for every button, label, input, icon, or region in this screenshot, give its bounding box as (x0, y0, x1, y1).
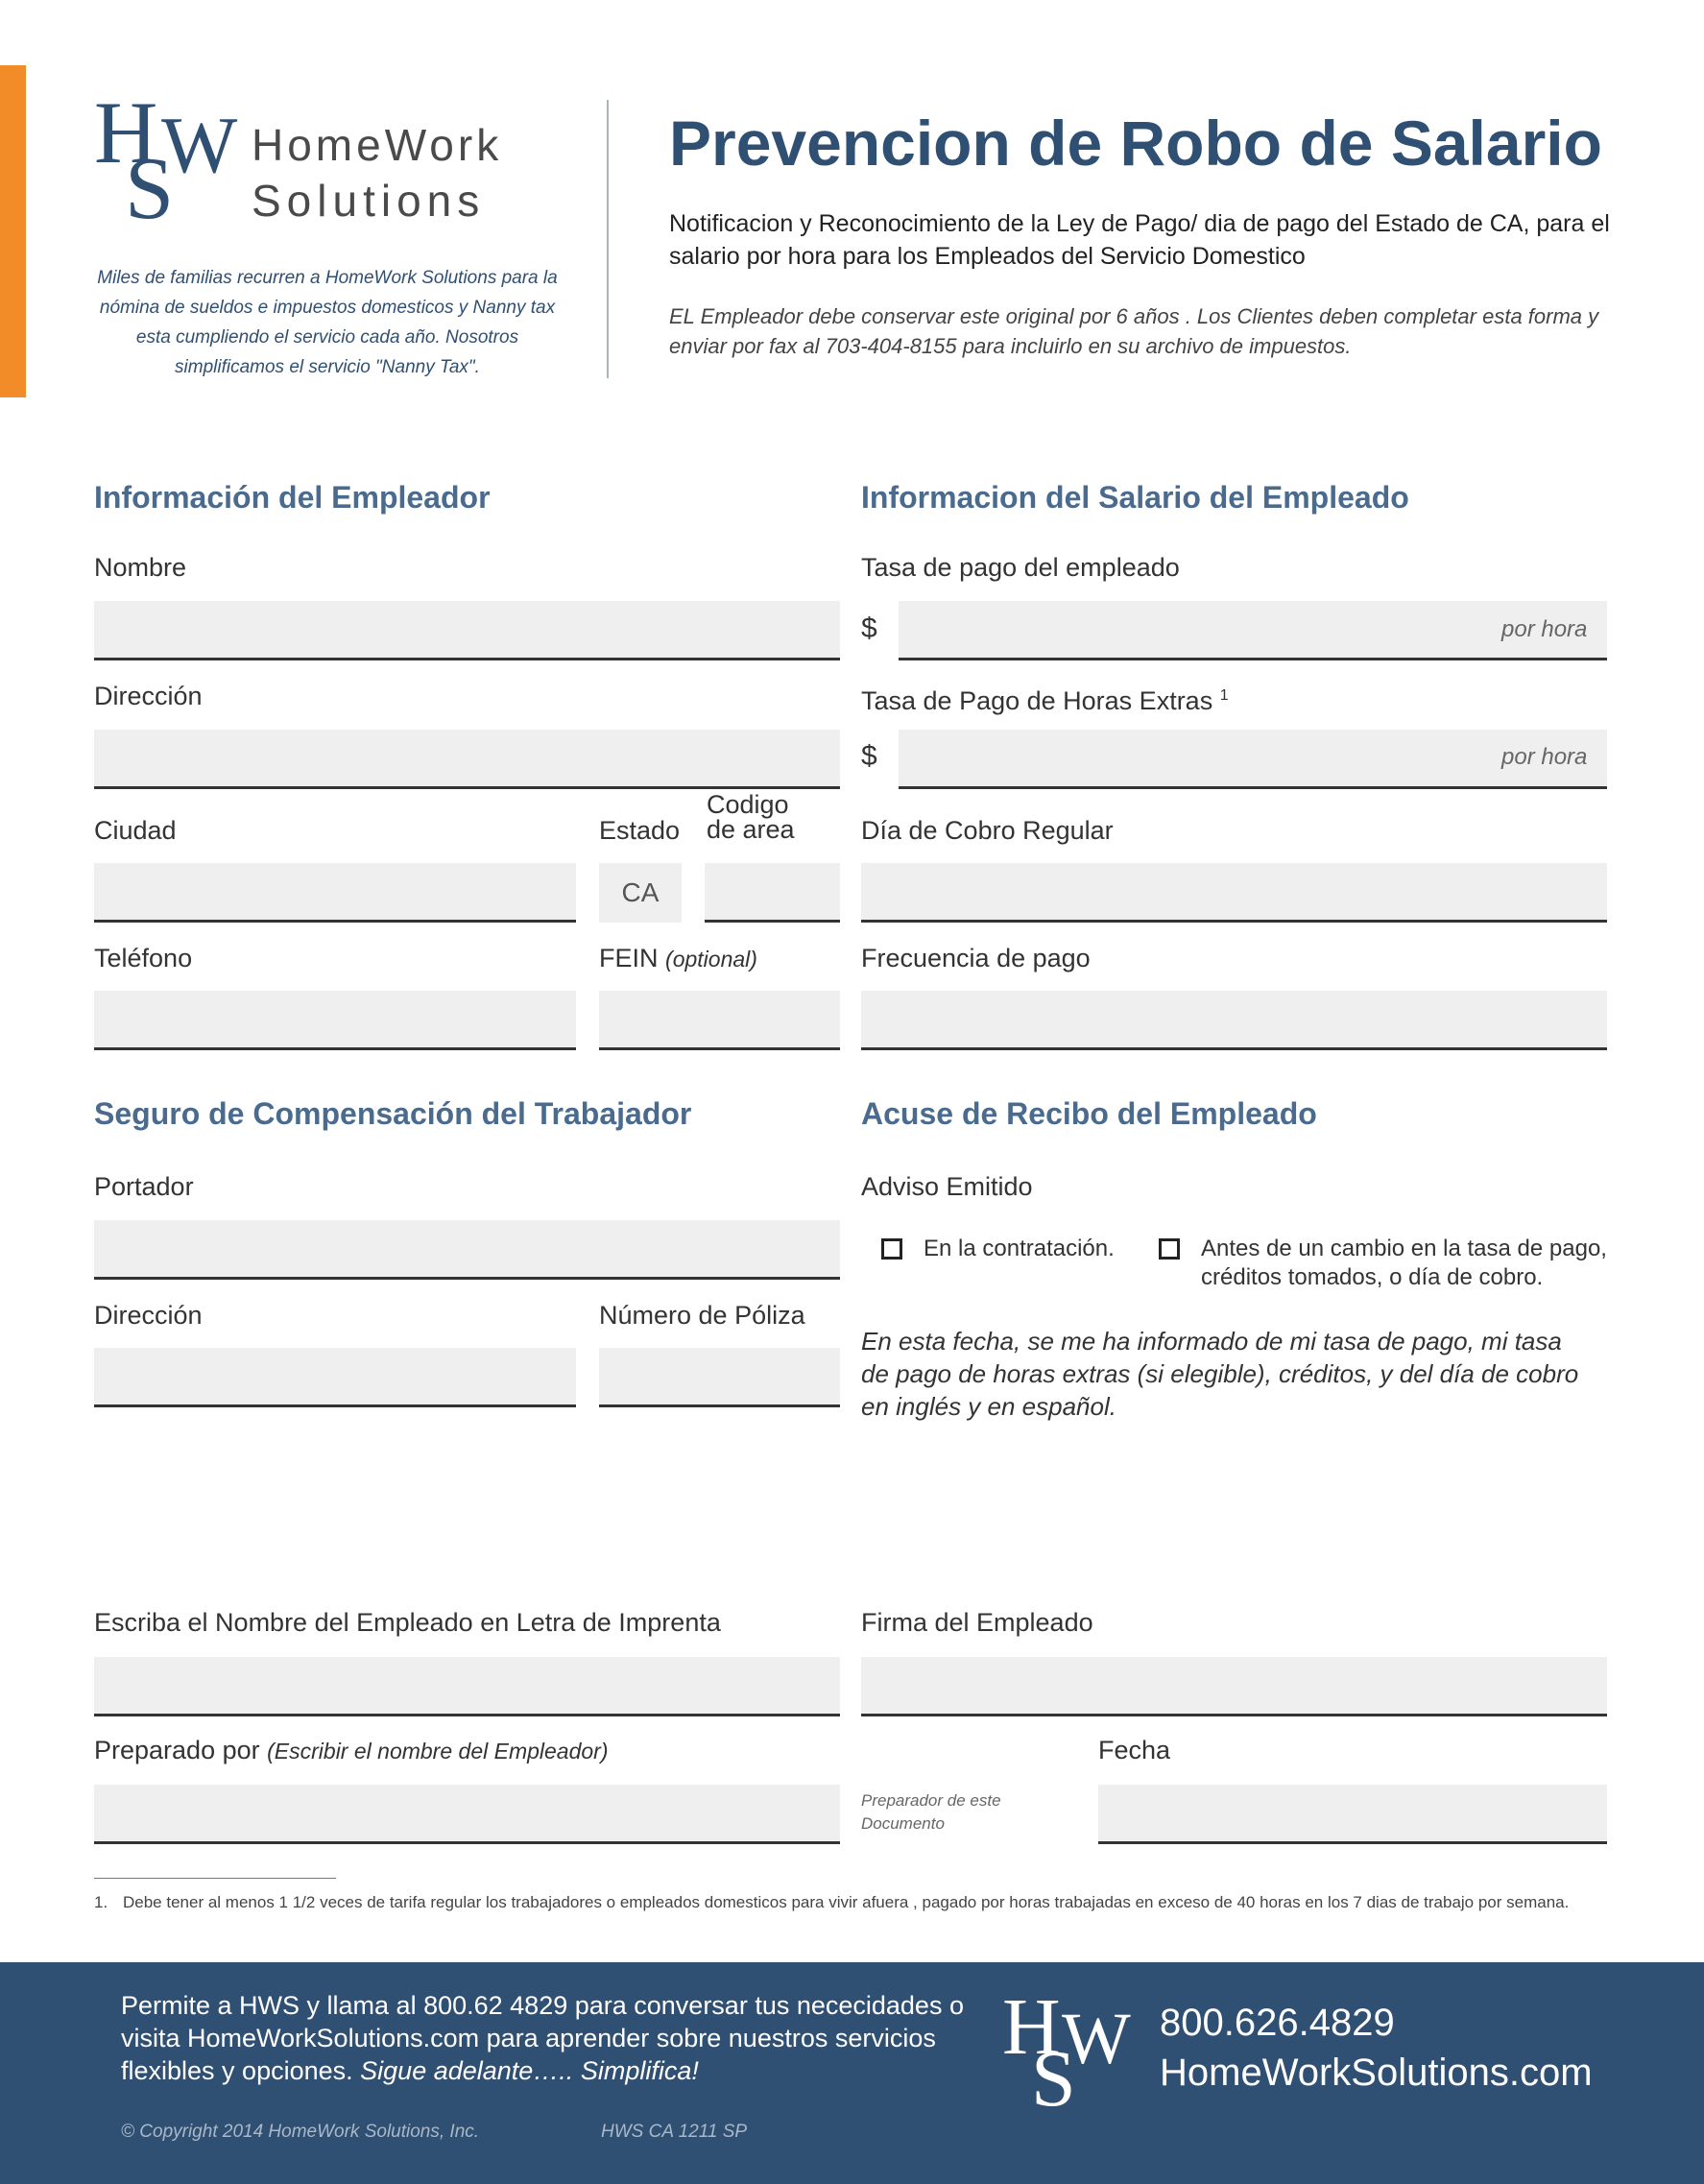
footer-website-link[interactable]: HomeWorkSolutions.com (1160, 2052, 1593, 2094)
at-hire-label: En la contratación. (924, 1236, 1115, 1261)
acknowledgment-statement: En esta fecha, se me ha informado de mi tasa de pago, mi tasa de pago de horas extras (si elegible), créditos, y del día de cobro en inglés y en español. (861, 1327, 1579, 1421)
hws-footer-logo (1002, 1982, 1137, 2124)
employer-fein-field[interactable] (599, 991, 840, 1050)
at-hire-checkbox[interactable] (881, 1238, 902, 1260)
footnote-divider (94, 1878, 336, 1879)
footer-phone[interactable]: 800.626.4829 (1160, 2002, 1395, 2044)
payday-field[interactable] (861, 863, 1607, 923)
insurance-address-field[interactable] (94, 1348, 576, 1407)
footer-message-text: Permite a HWS y llama al 800.62 4829 para conversar tus nececidades o visita HomeWorkSolutions.com para aprender sobre nuestros servicios flexibles y opciones. (121, 1991, 964, 2085)
employer-zip-label-line2: de area (707, 815, 795, 844)
preparer-note-line2: Documento (861, 1814, 945, 1833)
preparer-note-line1: Preparador de este (861, 1791, 1001, 1810)
employer-fein-label-text: FEIN (599, 944, 659, 972)
employer-state-label: Estado (599, 816, 681, 845)
employee-signature-field[interactable] (861, 1657, 1607, 1716)
employer-fein-hint: (optional) (665, 947, 757, 972)
footer-logo-letter-s: S (1031, 2034, 1076, 2124)
employer-phone-label: Teléfono (94, 944, 193, 972)
accent-bar (0, 65, 26, 397)
overtime-footnote-mark: 1 (1219, 687, 1229, 704)
logo-line-2: Solutions (252, 176, 486, 226)
prepared-by-field[interactable] (94, 1785, 840, 1844)
logo-letter-w: W (161, 101, 238, 190)
overtime-per-hour-hint: por hora (1501, 744, 1588, 770)
prepared-by-label-text: Preparado por (94, 1736, 260, 1764)
logo-letter-h: H (94, 84, 158, 181)
insurance-carrier-label: Portador (94, 1172, 194, 1201)
insurance-address-label: Dirección (94, 1301, 203, 1330)
copyright: © Copyright 2014 HomeWork Solutions, Inc. (121, 2122, 480, 2142)
page-title: Prevencion de Robo de Salario (669, 108, 1602, 179)
logo-letter-s: S (125, 139, 175, 237)
employer-address-label: Dirección (94, 682, 203, 710)
before-change-label-line2: créditos tomados, o día de cobro. (1201, 1264, 1544, 1290)
prepared-by-label (94, 1734, 609, 1767)
before-change-label-line1: Antes de un cambio en la tasa de pago, (1201, 1236, 1607, 1261)
pay-rate-currency: $ (861, 612, 877, 644)
employer-name-field[interactable] (94, 601, 840, 660)
wage-section-heading: Informacion del Salario del Empleado (861, 480, 1409, 515)
pay-frequency-label: Frecuencia de pago (861, 944, 1091, 972)
notice-given-label: Adviso Emitido (861, 1172, 1033, 1201)
overtime-rate-label-text: Tasa de Pago de Horas Extras (861, 686, 1213, 715)
employer-zip-label-line1: Codigo (707, 790, 789, 819)
page-subtitle: Notificacion y Reconocimiento de la Ley de Pago/ dia de pago del Estado de CA, para el salario por hora para los Empleados del Servicio Domestico (669, 210, 1610, 270)
footnote-text: Debe tener al menos 1 1/2 veces de tarifa regular los trabajadores o empleados domesticos para vivir afuera , pagado por horas trabajadas en exceso de 40 horas en los 7 dias de trabajo por semana. (123, 1893, 1570, 1911)
footer-logo-letter-h: H (1002, 1982, 1061, 2072)
employer-phone-field[interactable] (94, 991, 576, 1050)
employer-name-label: Nombre (94, 553, 187, 582)
insurance-section-heading: Seguro de Compensación del Trabajador (94, 1096, 692, 1131)
footnote (94, 1891, 1592, 1914)
employer-fein-label (599, 942, 757, 975)
before-change-checkbox[interactable] (1159, 1238, 1180, 1260)
print-name-field[interactable] (94, 1657, 840, 1716)
pay-rate-label: Tasa de pago del empleado (861, 553, 1180, 582)
overtime-rate-label (861, 680, 1229, 717)
form-code: HWS CA 1211 SP (601, 2122, 748, 2142)
employer-state-field: CA (599, 863, 682, 923)
overtime-rate-currency: $ (861, 740, 877, 772)
insurance-policy-label: Número de Póliza (599, 1301, 805, 1330)
pay-rate-per-hour-hint: por hora (1501, 616, 1588, 642)
date-label: Fecha (1098, 1736, 1171, 1764)
pay-frequency-field[interactable] (861, 991, 1607, 1050)
employer-section-heading: Información del Empleador (94, 480, 491, 515)
employer-city-label: Ciudad (94, 816, 177, 845)
hws-logo (94, 84, 238, 237)
company-tagline: Miles de familias recurren a HomeWork Solutions para la nómina de sueldos e impuestos domesticos y Nanny tax esta cumpliendo el servicio cada año. Nosotros simplificamos el servicio "Nanny Tax". (97, 268, 558, 377)
employer-address-field[interactable] (94, 730, 840, 789)
footnote-number: 1. (94, 1893, 108, 1911)
header-divider (607, 100, 609, 378)
footer-message (121, 1989, 985, 2087)
prepared-by-hint: (Escribir el nombre del Empleador) (267, 1739, 609, 1764)
acknowledgment-section-heading: Acuse de Recibo del Empleado (861, 1096, 1317, 1131)
employer-zip-field[interactable] (705, 863, 840, 923)
insurance-policy-field[interactable] (599, 1348, 840, 1407)
employee-signature-label: Firma del Empleado (861, 1608, 1093, 1637)
retention-note: EL Empleador debe conservar este original por 6 años . Los Clientes deben completar esta forma y enviar por fax al 703-404-8155 para incluirlo en su archivo de impuestos. (669, 304, 1599, 358)
employer-city-field[interactable] (94, 863, 576, 923)
logo-line-1: HomeWork (252, 120, 503, 170)
insurance-carrier-field[interactable] (94, 1220, 840, 1280)
date-field[interactable] (1098, 1785, 1607, 1844)
footer-tagline: Sigue adelante….. Simplifica! (360, 2056, 699, 2085)
payday-label: Día de Cobro Regular (861, 816, 1114, 845)
footer-logo-letter-w: W (1062, 1999, 1131, 2079)
print-name-label: Escriba el Nombre del Empleado en Letra de Imprenta (94, 1608, 721, 1637)
